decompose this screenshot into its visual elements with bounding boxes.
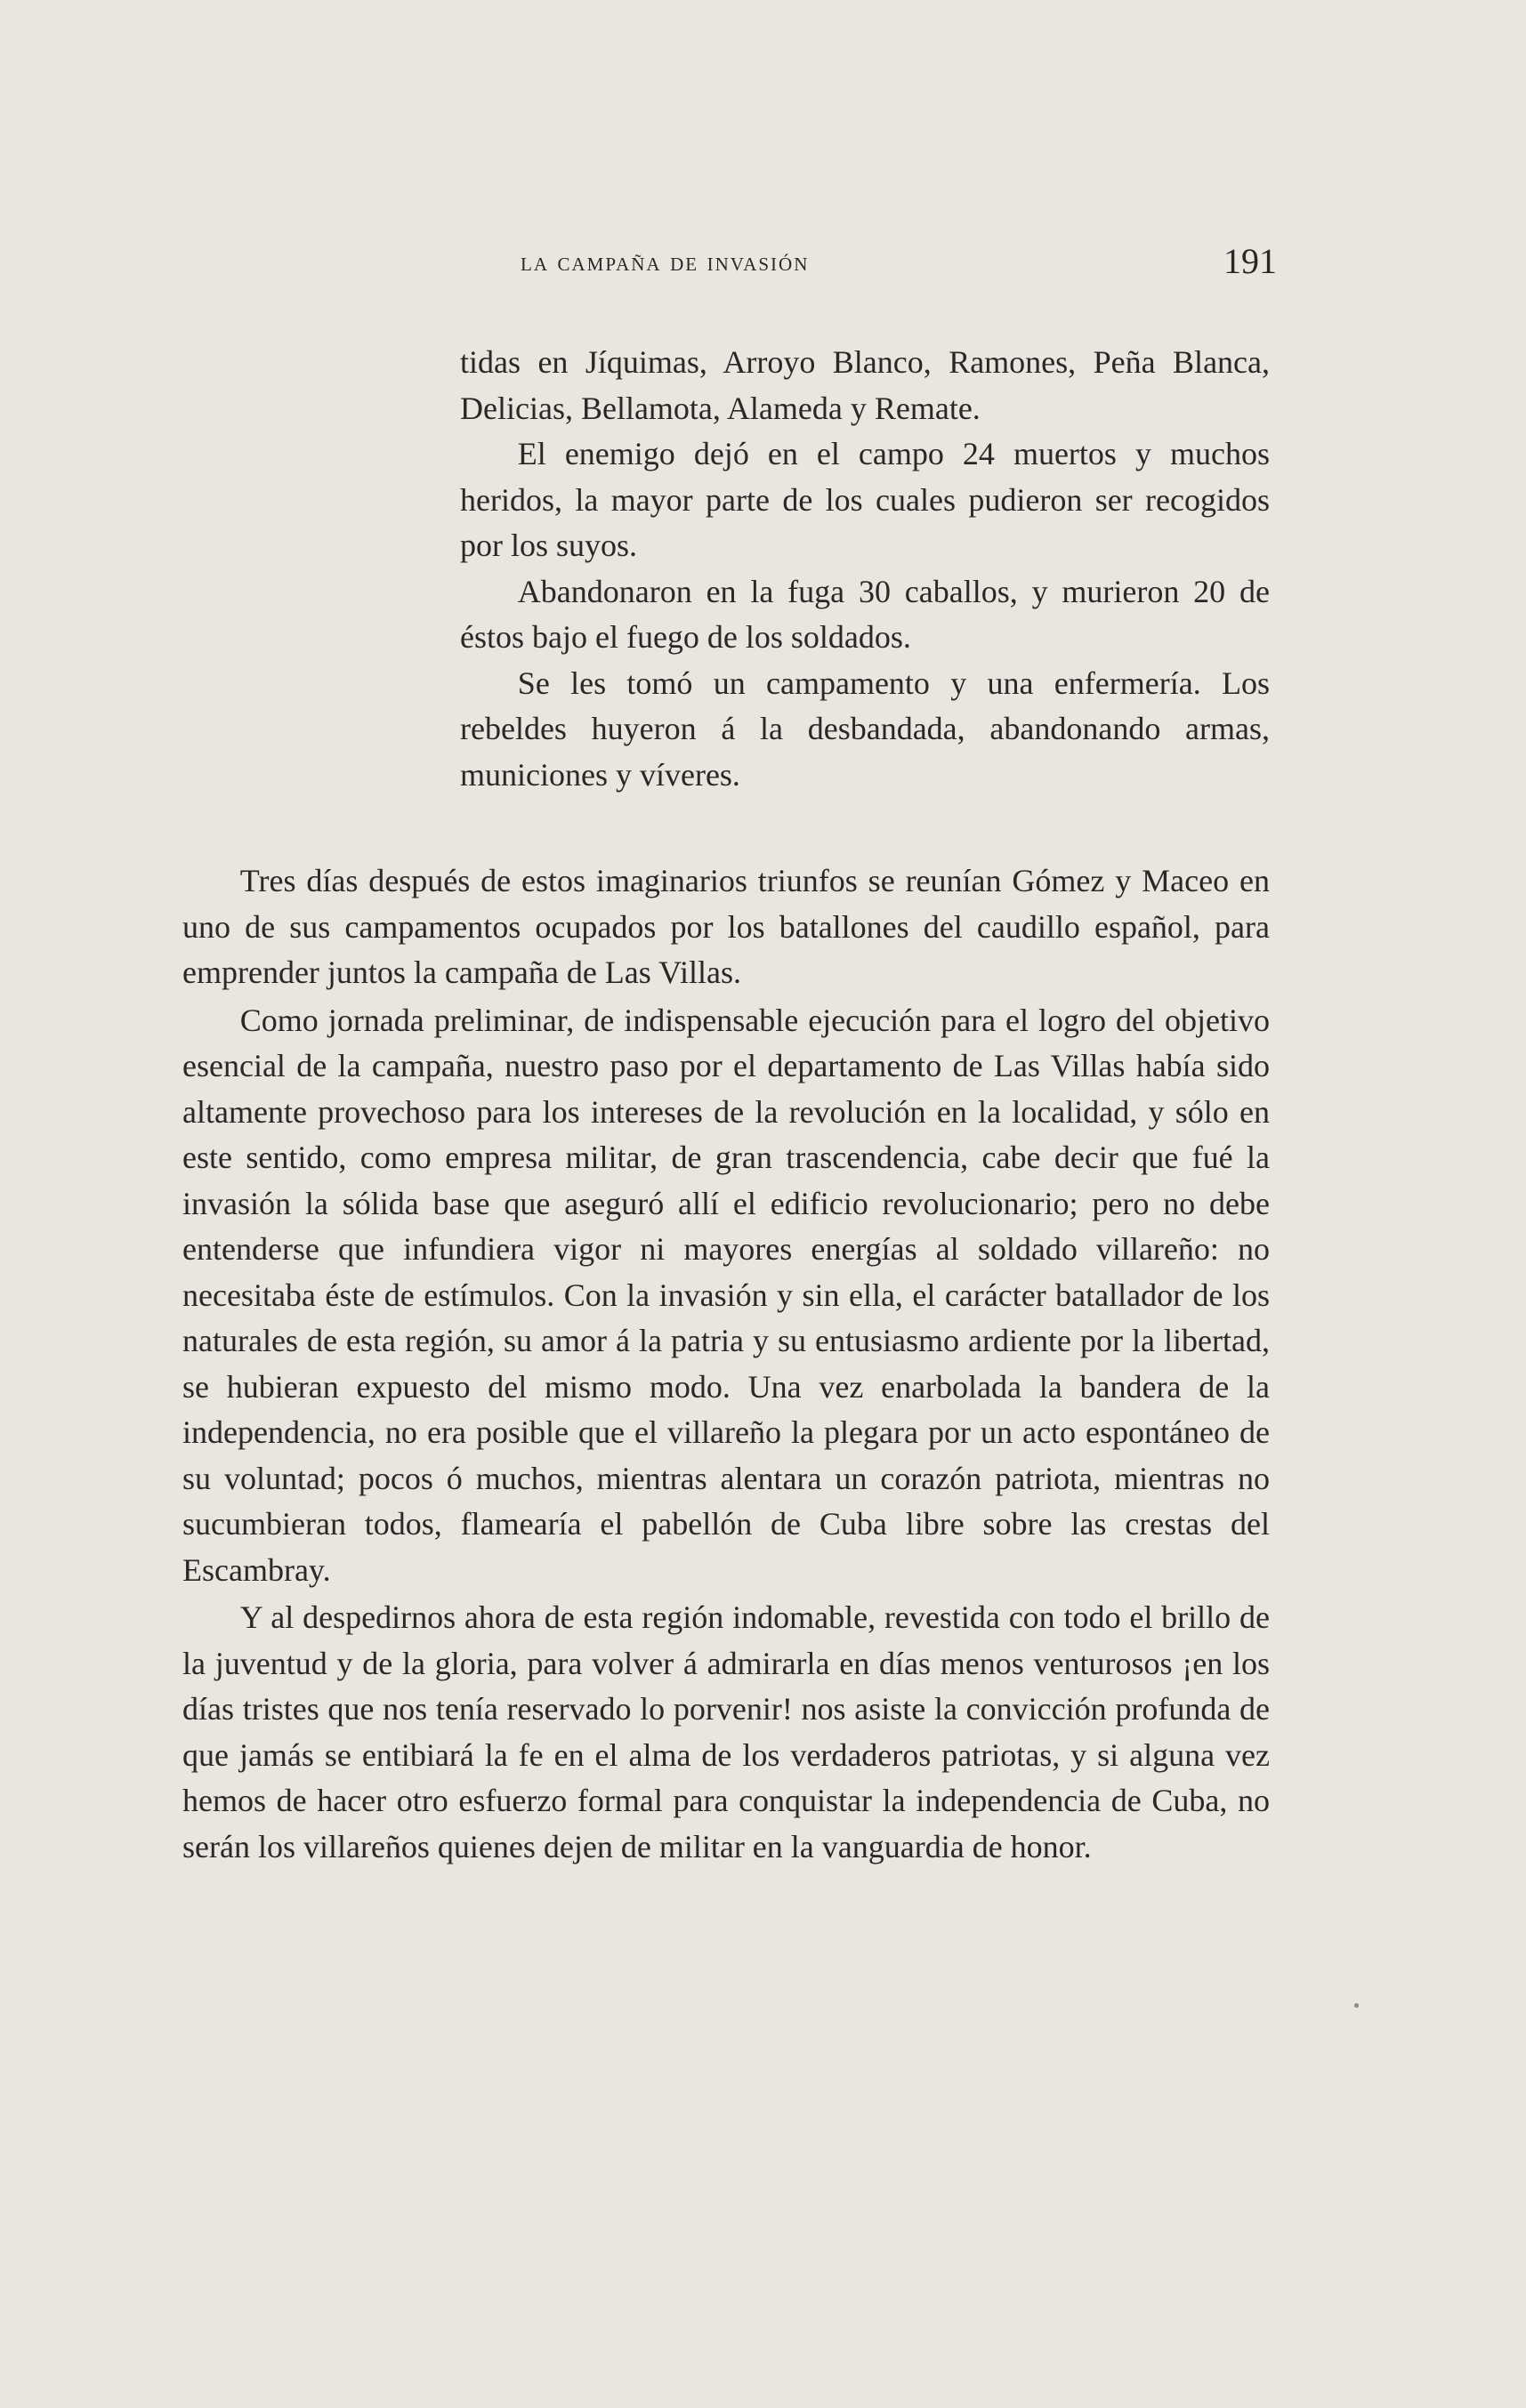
body-paragraph: Tres días después de estos imaginarios triunfos se reunían Gómez y Maceo en uno de sus campamentos ocupados por los batallones del caudillo español, para emprender juntos la campaña de Las Villas. [182, 863, 1270, 990]
paper-speck [1354, 2003, 1359, 2008]
quote-paragraph: Abandonaron en la fuga 30 caballos, y murieron 20 de éstos bajo el fuego de los soldados. [460, 573, 1270, 655]
running-title: la campaña de invasión [521, 247, 810, 277]
main-text [182, 858, 1270, 1870]
body-paragraph: Como jornada preliminar, de indispensable ejecución para el logro del objetivo esencial de la campaña, nuestro paso por el departamento de Las Villas había sido altamente provechoso para los intereses de la revolución en la localidad, y sólo en este sentido, como empresa militar, de gran trascendencia, cabe decir que fué la invasión la sólida base que aseguró allí el edificio revolucionario; pero no debe entenderse que infundiera vigor ni mayores energías al soldado villareño: no necesitaba éste de estímulos. Con la invasión y sin ella, el carácter batallador de los naturales de esta región, su amor á la patria y su entusiasmo ardiente por la libertad, se hubieran expuesto del mismo modo. Una vez enarbolada la bandera de la independencia, no era posible que el villareño la plegara por un acto espontáneo de su voluntad; pocos ó muchos, mientras alentara un corazón patriota, mientras no sucumbieran todos, flamearía el pabellón de Cuba libre sobre las crestas del Escambray. [182, 1002, 1270, 1588]
quote-paragraph: tidas en Jíquimas, Arroyo Blanco, Ramones, Peña Blanca, Delicias, Bellamota, Alameda y Remate. [460, 344, 1270, 426]
quote-paragraph: El enemigo dejó en el campo 24 muertos y muchos heridos, la mayor parte de los cuales pudieron ser recogidos por los suyos. [460, 436, 1270, 563]
running-head [521, 240, 1277, 285]
page-number: 191 [1223, 241, 1277, 281]
quoted-report [460, 340, 1270, 798]
body-paragraph: Y al despedirnos ahora de esta región indomable, revestida con todo el brillo de la juventud y de la gloria, para volver á admirarla en días menos venturosos ¡en los días tristes que nos tenía reservado lo porvenir! nos asiste la convicción profunda de que jamás se entibiará la fe en el alma de los verdaderos patriotas, y si alguna vez hemos de hacer otro esfuerzo formal para conquistar la independencia de Cuba, no serán los villareños quienes dejen de militar en la vanguardia de honor. [182, 1599, 1270, 1864]
quote-paragraph: Se les tomó un campamento y una enfermería. Los rebeldes huyeron á la desbandada, abandonando armas, municiones y víveres. [460, 664, 1270, 793]
